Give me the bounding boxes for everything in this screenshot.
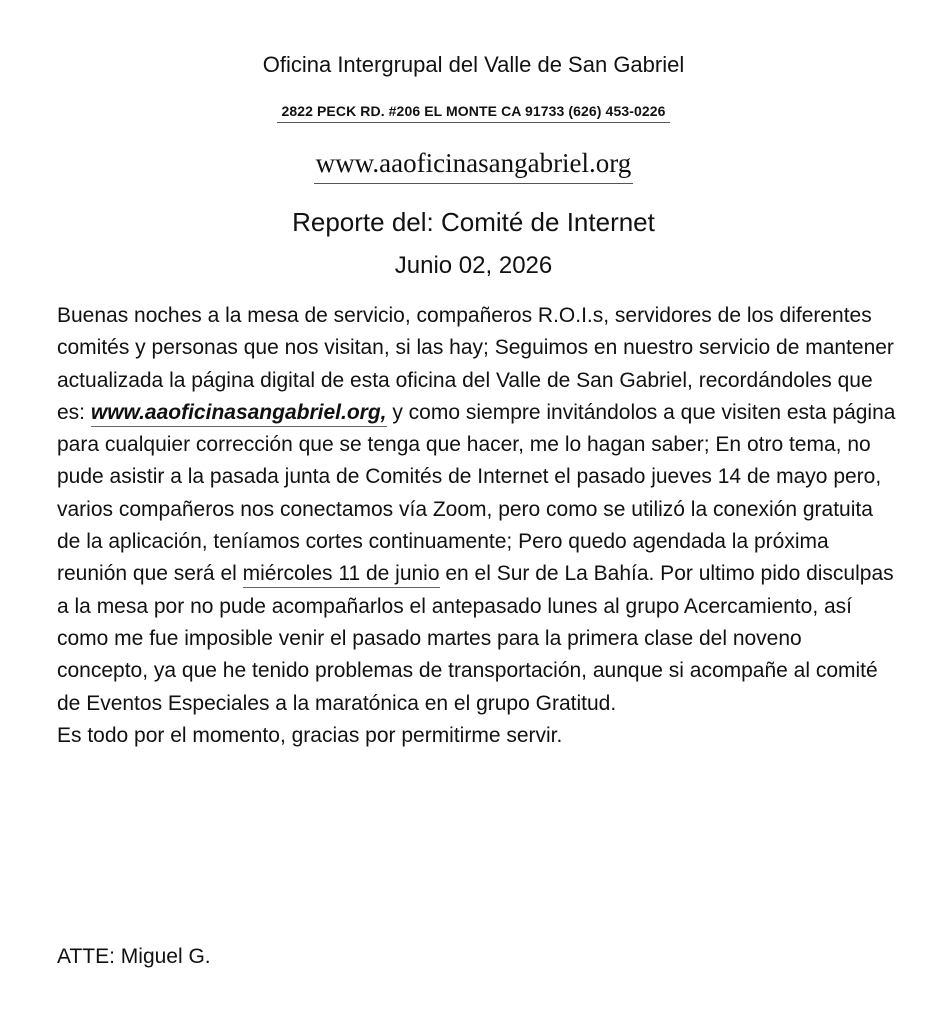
signature: ATTE: Miguel G. <box>57 945 211 968</box>
body-website-link[interactable]: www.aaoficinasangabriel.org, <box>91 401 387 427</box>
report-title: Reporte del: Comité de Internet <box>292 207 655 237</box>
website-line <box>0 148 947 184</box>
body-paragraph <box>57 300 897 720</box>
org-name: Oficina Intergrupal del Valle de San Gabriel <box>262 52 685 77</box>
body-part-2: y como siempre invitándolos a que visiten esta página para cualquier corrección que se tenga que hacer, me lo hagan saber; En otro tema, no pude asistir a la pasada junta de Comités de Internet el pasado jueves 14 de mayo pero, varios compañeros nos conectamos vía Zoom, pero como se utilizó la conexión gratuita de la aplicación, teníamos cortes continuamente; Pero quedo agendada la próxima reunión que será el <box>57 400 896 586</box>
meeting-date: miércoles 11 de junio <box>243 562 440 588</box>
address-text: 2822 PECK RD. #206 EL MONTE CA 91733 (626) 453-0226 <box>277 103 669 123</box>
report-date: Junio 02, 2026 <box>394 252 553 279</box>
address-line <box>0 103 947 123</box>
website-link[interactable]: www.aaoficinasangabriel.org <box>314 148 634 184</box>
body-part-3: en el Sur de La Bahía. Por ultimo pido disculpas a la mesa por no pude acompañarlos el antepasado lunes al grupo Acercamiento, así como me fue imposible venir el pasado martes para la primera clase del noveno concepto, ya que he tenido problemas de transportación, aunque si acompañe al comité de Eventos Especiales a la maratónica en el grupo Gratitud. <box>57 562 894 715</box>
closing-line: Es todo por el momento, gracias por permitirme servir. <box>57 723 563 747</box>
report-body <box>57 300 897 752</box>
body-part-1: Buenas noches a la mesa de servicio, compañeros R.O.I.s, servidores de los diferentes comités y personas que nos visitan, si las hay; Seguimos en nuestro servicio de mantener actualizada la página digital de esta oficina del Valle de San Gabriel, recordándoles que es: <box>57 304 894 424</box>
